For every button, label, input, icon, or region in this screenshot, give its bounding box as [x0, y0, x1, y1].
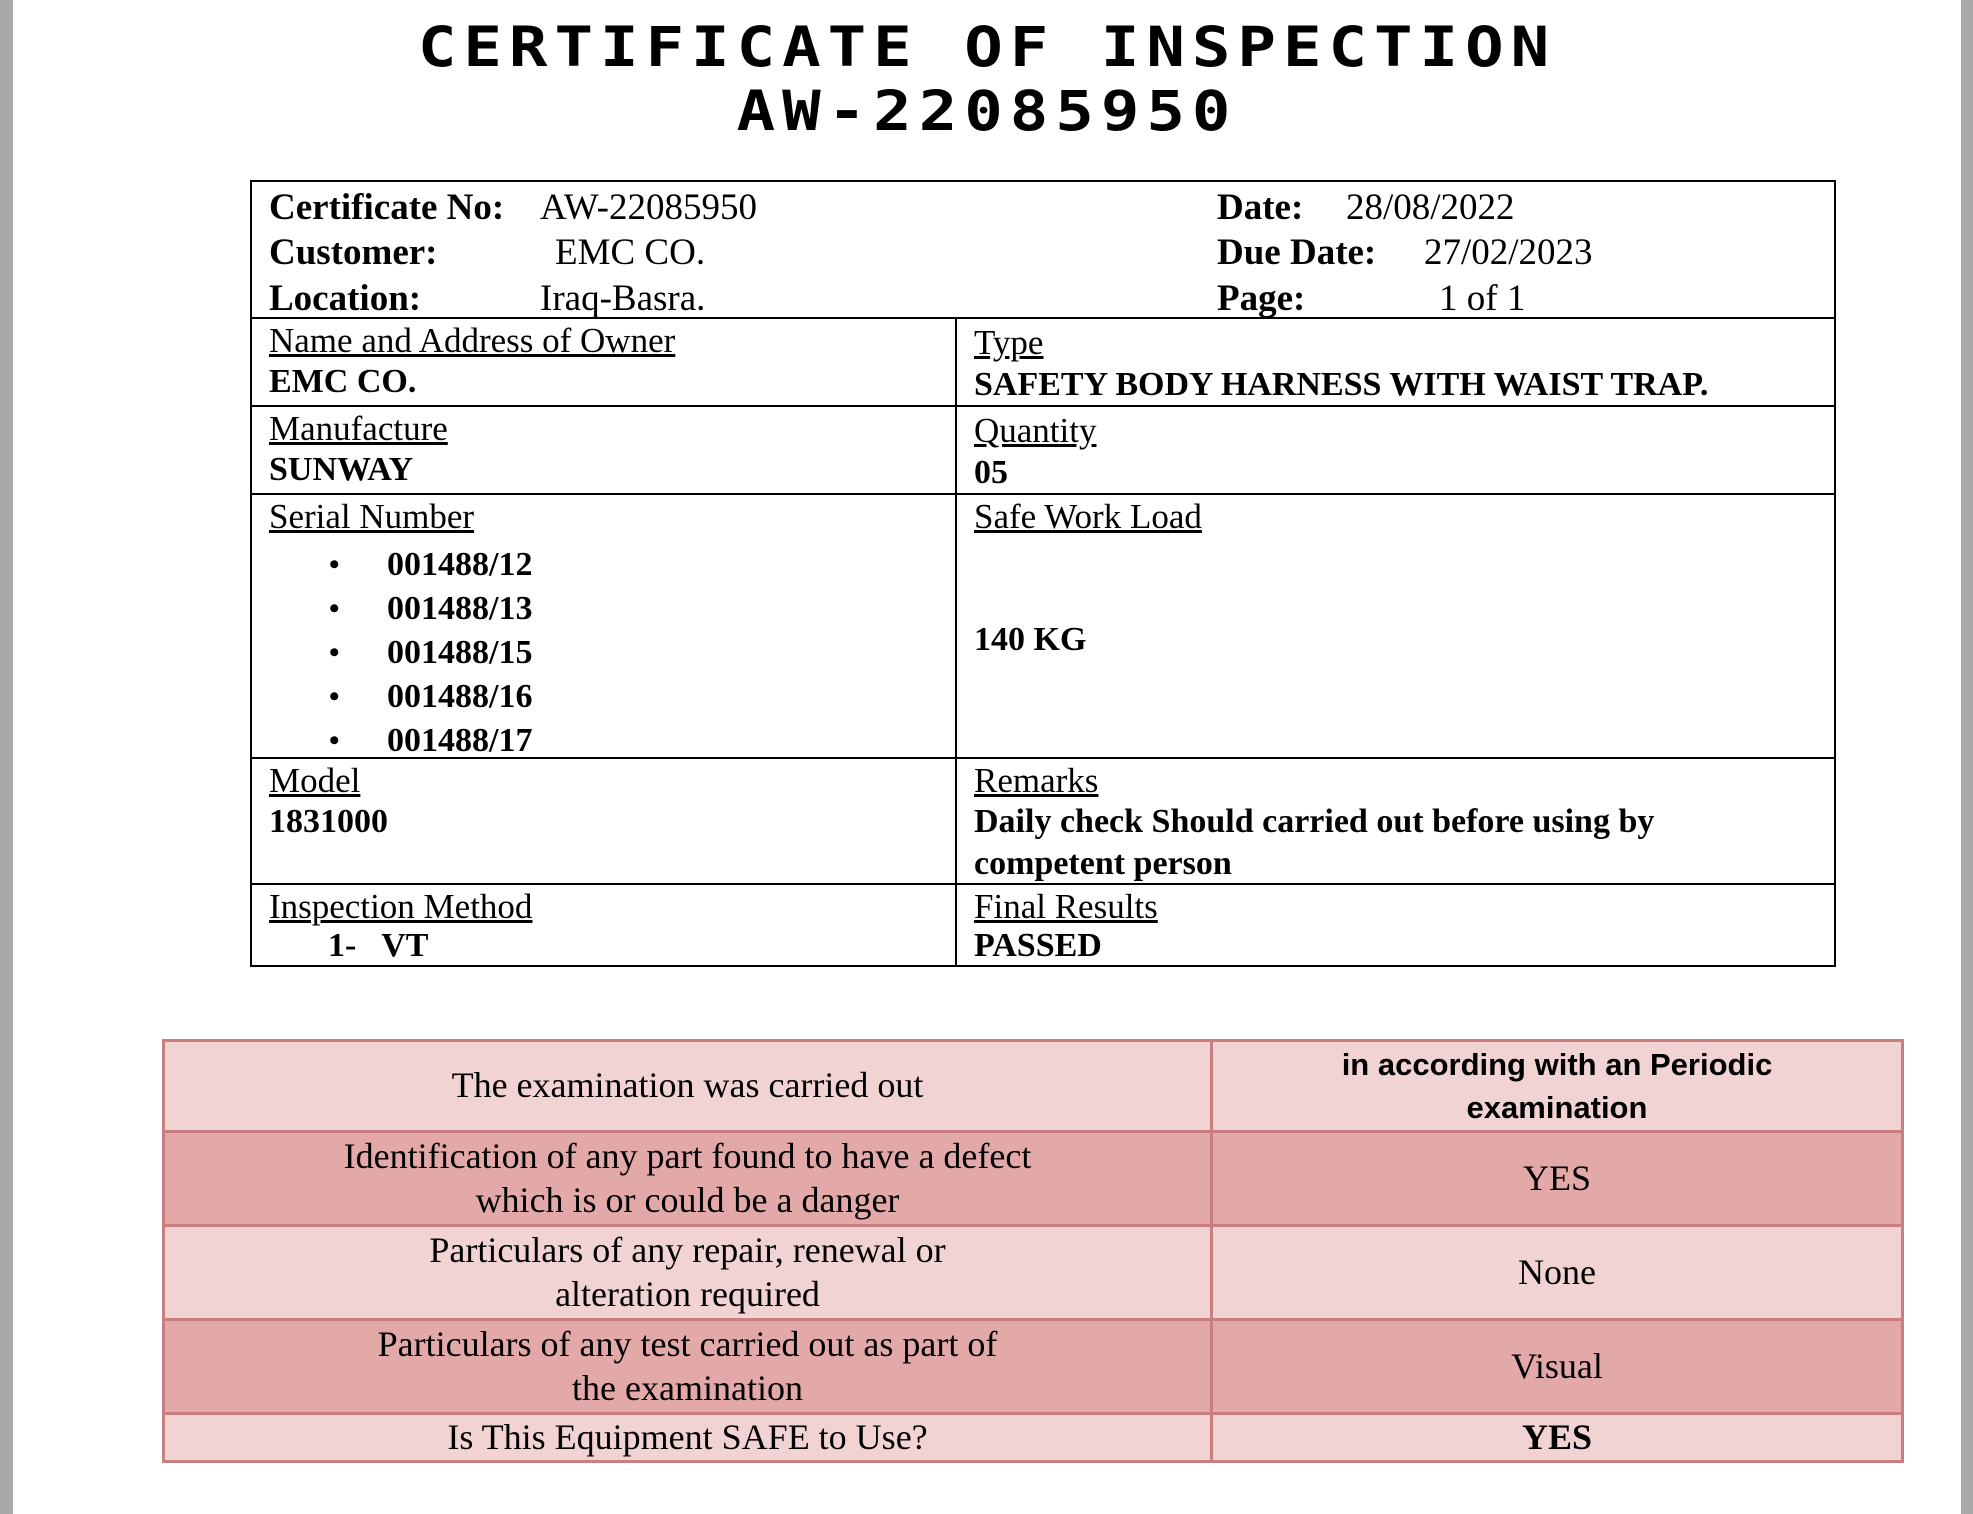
owner-type-row [252, 319, 1834, 407]
customer-value: EMC CO. [555, 232, 706, 273]
serial-swl-row [252, 495, 1834, 759]
serial-item: • 001488/12 [269, 543, 532, 587]
location-label: Location: [269, 278, 422, 319]
examination-row [165, 1133, 1901, 1227]
certificate-no-label: Certificate No: [269, 187, 505, 228]
quantity-label: Quantity [974, 411, 1097, 450]
examination-answer: YES [1521, 1416, 1593, 1457]
type-label: Type [974, 323, 1044, 362]
bullet-icon: • [329, 548, 340, 581]
examination-row [165, 1321, 1901, 1415]
due-date-value: 27/02/2023 [1424, 232, 1593, 273]
safe-work-load-label: Safe Work Load [974, 497, 1202, 536]
serial-item: • 001488/16 [269, 675, 532, 719]
left-margin-bar [0, 0, 13, 1514]
manufacture-quantity-row [252, 407, 1834, 495]
bullet-icon: • [329, 636, 340, 669]
examination-row [165, 1227, 1901, 1321]
due-date-label: Due Date: [1217, 232, 1377, 273]
inspection-method-value: 1- VT [328, 927, 429, 964]
owner-value: EMC CO. [269, 363, 417, 400]
examination-question: Particulars of any test carried out as part of the examination [165, 1321, 1213, 1412]
bullet-icon: • [329, 724, 340, 757]
date-value: 28/08/2022 [1346, 187, 1515, 228]
owner-label: Name and Address of Owner [269, 321, 676, 360]
examination-answer: None [1518, 1251, 1596, 1292]
examination-question: Identification of any part found to have a defect which is or could be a danger [165, 1133, 1213, 1224]
final-results-value: PASSED [974, 927, 1102, 964]
remarks-line-1: Daily check Should carried out before using by [974, 803, 1655, 840]
model-label: Model [269, 761, 361, 800]
examination-question: Is This Equipment SAFE to Use? [165, 1415, 1213, 1460]
serial-item: • 001488/13 [269, 587, 532, 631]
serial-item: • 001488/15 [269, 631, 532, 675]
final-results-label: Final Results [974, 887, 1158, 926]
bullet-icon: • [329, 592, 340, 625]
certificate-no-value: AW-22085950 [540, 187, 757, 228]
serial-item: • 001488/17 [269, 719, 532, 763]
examination-question: Particulars of any repair, renewal or alteration required [165, 1227, 1213, 1318]
manufacture-value: SUNWAY [269, 451, 414, 488]
safe-work-load-value: 140 KG [974, 621, 1087, 658]
location-value: Iraq-Basra. [540, 278, 706, 319]
certificate-number-title: AW-22085950 [736, 80, 1238, 144]
manufacture-label: Manufacture [269, 409, 448, 448]
remarks-label: Remarks [974, 761, 1099, 800]
examination-table [162, 1039, 1904, 1463]
examination-answer: in according with an Periodic examination [1341, 1046, 1773, 1125]
type-value: SAFETY BODY HARNESS WITH WAIST TRAP. [974, 366, 1709, 403]
certificate-info-table [250, 180, 1836, 967]
serial-number-list [269, 543, 532, 763]
serial-number-label: Serial Number [269, 497, 475, 536]
quantity-value: 05 [974, 454, 1008, 491]
right-margin-bar [1961, 0, 1973, 1514]
method-results-row [252, 885, 1834, 967]
certificate-title: CERTIFICATE OF INSPECTION [417, 16, 1557, 80]
page-value: 1 of 1 [1439, 278, 1526, 319]
inspection-method-label: Inspection Method [269, 887, 533, 926]
examination-row [165, 1042, 1901, 1133]
date-label: Date: [1217, 187, 1304, 228]
bullet-icon: • [329, 680, 340, 713]
examination-row [165, 1415, 1901, 1460]
page-label: Page: [1217, 278, 1306, 319]
model-remarks-row [252, 759, 1834, 885]
examination-answer: YES [1522, 1157, 1591, 1198]
model-value: 1831000 [269, 803, 388, 840]
examination-question: The examination was carried out [165, 1042, 1213, 1130]
examination-answer: Visual [1511, 1345, 1603, 1386]
customer-label: Customer: [269, 232, 438, 273]
certificate-header-block [252, 182, 1834, 319]
remarks-line-2: competent person [974, 845, 1232, 882]
